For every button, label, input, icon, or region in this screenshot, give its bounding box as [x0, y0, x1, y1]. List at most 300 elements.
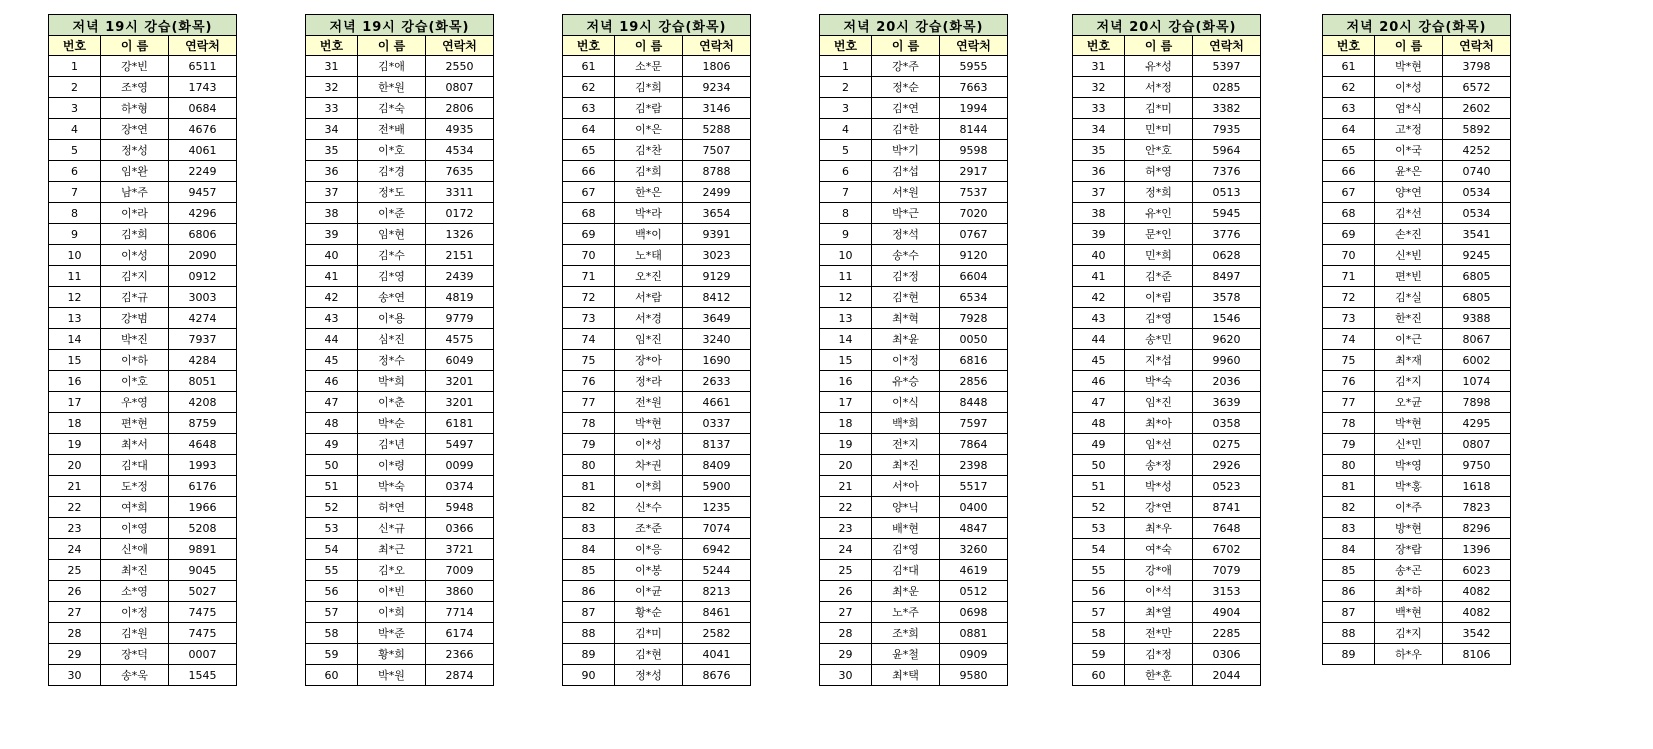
name-cell: 한*은 — [615, 182, 683, 203]
table-row — [563, 434, 751, 455]
contact-cell: 6049 — [426, 350, 494, 371]
table-row — [306, 392, 494, 413]
table-row — [1073, 161, 1261, 182]
table-row — [820, 203, 1008, 224]
number-cell: 48 — [306, 413, 358, 434]
name-cell: 김*연 — [872, 98, 940, 119]
name-cell: 김*수 — [358, 245, 426, 266]
contact-cell: 4274 — [169, 308, 237, 329]
number-cell: 75 — [1323, 350, 1375, 371]
name-cell: 김*대 — [101, 455, 169, 476]
contact-cell: 6181 — [426, 413, 494, 434]
number-cell: 43 — [1073, 308, 1125, 329]
number-cell: 25 — [49, 560, 101, 581]
number-cell: 15 — [820, 350, 872, 371]
name-cell: 양*닉 — [872, 497, 940, 518]
name-cell: 문*인 — [1125, 224, 1193, 245]
contact-cell: 2602 — [1443, 98, 1511, 119]
table-row — [306, 119, 494, 140]
name-cell: 이*춘 — [358, 392, 426, 413]
contact-cell: 0007 — [169, 644, 237, 665]
contact-cell: 7020 — [940, 203, 1008, 224]
table-row — [49, 413, 237, 434]
number-cell: 51 — [1073, 476, 1125, 497]
number-cell: 3 — [49, 98, 101, 119]
name-cell: 김*준 — [1125, 266, 1193, 287]
contact-cell: 6806 — [169, 224, 237, 245]
name-cell: 오*균 — [1375, 392, 1443, 413]
table-row — [820, 392, 1008, 413]
contact-cell: 1545 — [169, 665, 237, 686]
number-cell: 84 — [1323, 539, 1375, 560]
name-cell: 남*주 — [101, 182, 169, 203]
contact-cell: 6572 — [1443, 77, 1511, 98]
table-row — [1073, 140, 1261, 161]
table-row — [49, 77, 237, 98]
contact-cell: 4935 — [426, 119, 494, 140]
table-row — [563, 245, 751, 266]
table-row — [49, 623, 237, 644]
table-row — [306, 245, 494, 266]
name-cell: 편*현 — [101, 413, 169, 434]
table-row — [1323, 476, 1511, 497]
roster-table — [1072, 14, 1261, 686]
number-cell: 11 — [820, 266, 872, 287]
name-cell: 강*연 — [1125, 497, 1193, 518]
number-cell: 30 — [820, 665, 872, 686]
table-row — [1323, 329, 1511, 350]
number-cell: 57 — [306, 602, 358, 623]
name-cell: 차*권 — [615, 455, 683, 476]
contact-cell: 2090 — [169, 245, 237, 266]
name-cell: 한*훈 — [1125, 665, 1193, 686]
name-cell: 김*정 — [872, 266, 940, 287]
name-cell: 배*현 — [872, 518, 940, 539]
contact-cell: 4252 — [1443, 140, 1511, 161]
name-cell: 유*인 — [1125, 203, 1193, 224]
number-cell: 8 — [820, 203, 872, 224]
name-cell: 임*진 — [615, 329, 683, 350]
number-cell: 52 — [1073, 497, 1125, 518]
name-cell: 김*섭 — [872, 161, 940, 182]
name-cell: 정*수 — [358, 350, 426, 371]
contact-cell: 8448 — [940, 392, 1008, 413]
contact-cell: 6942 — [683, 539, 751, 560]
name-cell: 송*정 — [1125, 455, 1193, 476]
contact-cell: 9234 — [683, 77, 751, 98]
name-cell: 서*정 — [1125, 77, 1193, 98]
contact-cell: 5027 — [169, 581, 237, 602]
table-row — [49, 98, 237, 119]
number-cell: 39 — [306, 224, 358, 245]
number-cell: 45 — [1073, 350, 1125, 371]
contact-cell: 3201 — [426, 392, 494, 413]
name-cell: 서*아 — [872, 476, 940, 497]
name-cell: 송*곤 — [1375, 560, 1443, 581]
contact-cell: 8788 — [683, 161, 751, 182]
contact-cell: 3541 — [1443, 224, 1511, 245]
number-cell: 83 — [1323, 518, 1375, 539]
contact-cell: 1326 — [426, 224, 494, 245]
number-cell: 77 — [1323, 392, 1375, 413]
table-row — [49, 497, 237, 518]
contact-cell: 9598 — [940, 140, 1008, 161]
table-row — [49, 644, 237, 665]
number-cell: 38 — [306, 203, 358, 224]
contact-cell: 5900 — [683, 476, 751, 497]
contact-cell: 4296 — [169, 203, 237, 224]
name-cell: 방*현 — [1375, 518, 1443, 539]
number-cell: 30 — [49, 665, 101, 686]
table-row — [820, 371, 1008, 392]
name-cell: 전*지 — [872, 434, 940, 455]
table-row — [563, 455, 751, 476]
contact-cell: 5892 — [1443, 119, 1511, 140]
contact-cell: 2499 — [683, 182, 751, 203]
contact-cell: 3860 — [426, 581, 494, 602]
number-cell: 67 — [563, 182, 615, 203]
table-row — [1323, 77, 1511, 98]
contact-cell: 9620 — [1193, 329, 1261, 350]
table-row — [820, 350, 1008, 371]
number-cell: 58 — [306, 623, 358, 644]
contact-cell: 1396 — [1443, 539, 1511, 560]
number-cell: 34 — [306, 119, 358, 140]
contact-cell: 1994 — [940, 98, 1008, 119]
table-row — [820, 266, 1008, 287]
number-cell: 53 — [306, 518, 358, 539]
table-row — [306, 203, 494, 224]
number-cell: 73 — [563, 308, 615, 329]
name-cell: 서*경 — [615, 308, 683, 329]
number-cell: 20 — [49, 455, 101, 476]
table-row — [49, 350, 237, 371]
table-row — [1073, 308, 1261, 329]
name-cell: 박*숙 — [1125, 371, 1193, 392]
number-cell: 60 — [306, 665, 358, 686]
name-cell: 김*지 — [101, 266, 169, 287]
name-cell: 이*라 — [101, 203, 169, 224]
column-header-name: 이 름 — [1125, 36, 1193, 56]
contact-cell: 0807 — [1443, 434, 1511, 455]
name-cell: 정*도 — [358, 182, 426, 203]
name-cell: 최*열 — [1125, 602, 1193, 623]
contact-cell: 7074 — [683, 518, 751, 539]
table-row — [49, 455, 237, 476]
contact-cell: 3311 — [426, 182, 494, 203]
contact-cell: 9388 — [1443, 308, 1511, 329]
contact-cell: 7597 — [940, 413, 1008, 434]
contact-cell: 0740 — [1443, 161, 1511, 182]
table-row — [49, 539, 237, 560]
table-row — [306, 329, 494, 350]
name-cell: 김*현 — [615, 644, 683, 665]
contact-cell: 7475 — [169, 623, 237, 644]
number-cell: 70 — [1323, 245, 1375, 266]
number-cell: 18 — [820, 413, 872, 434]
contact-cell: 6174 — [426, 623, 494, 644]
number-cell: 25 — [820, 560, 872, 581]
column-header-contact: 연락처 — [940, 36, 1008, 56]
table-row — [306, 308, 494, 329]
number-cell: 13 — [820, 308, 872, 329]
number-cell: 50 — [306, 455, 358, 476]
contact-cell: 4819 — [426, 287, 494, 308]
number-cell: 19 — [820, 434, 872, 455]
contact-cell: 8137 — [683, 434, 751, 455]
table-row — [306, 518, 494, 539]
contact-cell: 7079 — [1193, 560, 1261, 581]
name-cell: 이*정 — [872, 350, 940, 371]
contact-cell: 9045 — [169, 560, 237, 581]
contact-cell: 6816 — [940, 350, 1008, 371]
number-cell: 52 — [306, 497, 358, 518]
table-row — [1073, 518, 1261, 539]
table-row — [49, 203, 237, 224]
table-row — [306, 77, 494, 98]
name-cell: 편*빈 — [1375, 266, 1443, 287]
name-cell: 이*성 — [1375, 77, 1443, 98]
name-cell: 김*희 — [615, 161, 683, 182]
contact-cell: 3153 — [1193, 581, 1261, 602]
number-cell: 40 — [1073, 245, 1125, 266]
number-cell: 54 — [306, 539, 358, 560]
number-cell: 44 — [1073, 329, 1125, 350]
contact-cell: 9120 — [940, 245, 1008, 266]
name-cell: 김*경 — [358, 161, 426, 182]
name-cell: 강*빈 — [101, 56, 169, 77]
roster-table — [305, 14, 494, 686]
contact-cell: 7635 — [426, 161, 494, 182]
number-cell: 20 — [820, 455, 872, 476]
number-cell: 76 — [1323, 371, 1375, 392]
number-cell: 39 — [1073, 224, 1125, 245]
table-row — [1323, 413, 1511, 434]
number-cell: 9 — [49, 224, 101, 245]
number-cell: 28 — [820, 623, 872, 644]
name-cell: 이*영 — [101, 518, 169, 539]
contact-cell: 2044 — [1193, 665, 1261, 686]
number-cell: 67 — [1323, 182, 1375, 203]
number-cell: 47 — [306, 392, 358, 413]
contact-cell: 7898 — [1443, 392, 1511, 413]
name-cell: 김*오 — [358, 560, 426, 581]
contact-cell: 6604 — [940, 266, 1008, 287]
contact-cell: 5948 — [426, 497, 494, 518]
contact-cell: 2036 — [1193, 371, 1261, 392]
name-cell: 노*주 — [872, 602, 940, 623]
name-cell: 장*연 — [101, 119, 169, 140]
contact-cell: 7937 — [169, 329, 237, 350]
name-cell: 임*현 — [358, 224, 426, 245]
name-cell: 유*승 — [872, 371, 940, 392]
number-cell: 65 — [1323, 140, 1375, 161]
name-cell: 고*정 — [1375, 119, 1443, 140]
number-cell: 70 — [563, 245, 615, 266]
contact-cell: 9391 — [683, 224, 751, 245]
table-row — [820, 329, 1008, 350]
column-header-number: 번호 — [1073, 36, 1125, 56]
table-row — [1073, 245, 1261, 266]
name-cell: 이*호 — [101, 371, 169, 392]
name-cell: 여*희 — [101, 497, 169, 518]
contact-cell: 5244 — [683, 560, 751, 581]
table-row — [820, 224, 1008, 245]
table-row — [1073, 371, 1261, 392]
table-row — [563, 581, 751, 602]
contact-cell: 7475 — [169, 602, 237, 623]
contact-cell: 0909 — [940, 644, 1008, 665]
table-row — [306, 140, 494, 161]
table-row — [1323, 602, 1511, 623]
contact-cell: 8296 — [1443, 518, 1511, 539]
name-cell: 김*현 — [872, 287, 940, 308]
contact-cell: 4061 — [169, 140, 237, 161]
contact-cell: 2249 — [169, 161, 237, 182]
contact-cell: 8213 — [683, 581, 751, 602]
name-cell: 이*국 — [1375, 140, 1443, 161]
contact-cell: 5497 — [426, 434, 494, 455]
name-cell: 정*희 — [1125, 182, 1193, 203]
table-row — [563, 350, 751, 371]
contact-cell: 9580 — [940, 665, 1008, 686]
table-row — [1073, 392, 1261, 413]
contact-cell: 5517 — [940, 476, 1008, 497]
table-row — [1073, 497, 1261, 518]
name-cell: 엄*식 — [1375, 98, 1443, 119]
number-cell: 36 — [1073, 161, 1125, 182]
name-cell: 최*서 — [101, 434, 169, 455]
name-cell: 임*선 — [1125, 434, 1193, 455]
name-cell: 지*섭 — [1125, 350, 1193, 371]
number-cell: 45 — [306, 350, 358, 371]
table-row — [820, 98, 1008, 119]
table-row — [49, 329, 237, 350]
number-cell: 60 — [1073, 665, 1125, 686]
table-row — [1073, 203, 1261, 224]
number-cell: 23 — [820, 518, 872, 539]
name-cell: 송*연 — [358, 287, 426, 308]
name-cell: 심*진 — [358, 329, 426, 350]
table-row — [306, 644, 494, 665]
table-row — [820, 644, 1008, 665]
name-cell: 최*택 — [872, 665, 940, 686]
contact-cell: 2398 — [940, 455, 1008, 476]
number-cell: 40 — [306, 245, 358, 266]
name-cell: 이*림 — [1125, 287, 1193, 308]
name-cell: 김*한 — [872, 119, 940, 140]
contact-cell: 2550 — [426, 56, 494, 77]
number-cell: 88 — [563, 623, 615, 644]
contact-cell: 6023 — [1443, 560, 1511, 581]
contact-cell: 3003 — [169, 287, 237, 308]
number-cell: 75 — [563, 350, 615, 371]
contact-cell: 2366 — [426, 644, 494, 665]
number-cell: 51 — [306, 476, 358, 497]
name-cell: 송*민 — [1125, 329, 1193, 350]
table-row — [563, 119, 751, 140]
number-cell: 2 — [820, 77, 872, 98]
table-row — [563, 182, 751, 203]
number-cell: 22 — [820, 497, 872, 518]
table-row — [563, 98, 751, 119]
name-cell: 장*아 — [615, 350, 683, 371]
name-cell: 정*라 — [615, 371, 683, 392]
table-row — [306, 98, 494, 119]
name-cell: 백*희 — [872, 413, 940, 434]
name-cell: 손*진 — [1375, 224, 1443, 245]
name-cell: 도*정 — [101, 476, 169, 497]
name-cell: 임*진 — [1125, 392, 1193, 413]
number-cell: 56 — [306, 581, 358, 602]
table-row — [306, 455, 494, 476]
table-row — [563, 623, 751, 644]
number-cell: 65 — [563, 140, 615, 161]
table-row — [1073, 119, 1261, 140]
name-cell: 이*하 — [101, 350, 169, 371]
table-title: 저녁 19시 강습(화목) — [49, 15, 237, 36]
table-row — [49, 224, 237, 245]
table-row — [1323, 581, 1511, 602]
name-cell: 조*희 — [872, 623, 940, 644]
contact-cell: 1690 — [683, 350, 751, 371]
column-header-number: 번호 — [820, 36, 872, 56]
table-row — [563, 161, 751, 182]
number-cell: 89 — [1323, 644, 1375, 665]
contact-cell: 5288 — [683, 119, 751, 140]
table-row — [1323, 161, 1511, 182]
number-cell: 6 — [820, 161, 872, 182]
number-cell: 5 — [820, 140, 872, 161]
table-row — [1073, 182, 1261, 203]
number-cell: 79 — [563, 434, 615, 455]
column-header-name: 이 름 — [615, 36, 683, 56]
table-row — [306, 182, 494, 203]
number-cell: 64 — [563, 119, 615, 140]
table-row — [1323, 245, 1511, 266]
number-cell: 88 — [1323, 623, 1375, 644]
number-cell: 32 — [306, 77, 358, 98]
table-row — [820, 119, 1008, 140]
table-row — [1323, 392, 1511, 413]
table-row — [563, 476, 751, 497]
column-header-number: 번호 — [306, 36, 358, 56]
number-cell: 83 — [563, 518, 615, 539]
name-cell: 김*선 — [1375, 203, 1443, 224]
contact-cell: 0285 — [1193, 77, 1261, 98]
table-row — [1073, 77, 1261, 98]
table-row — [306, 434, 494, 455]
number-cell: 71 — [1323, 266, 1375, 287]
contact-cell: 0172 — [426, 203, 494, 224]
contact-cell: 3639 — [1193, 392, 1261, 413]
number-cell: 22 — [49, 497, 101, 518]
table-row — [306, 413, 494, 434]
column-header-number: 번호 — [563, 36, 615, 56]
contact-cell: 0881 — [940, 623, 1008, 644]
contact-cell: 0512 — [940, 581, 1008, 602]
number-cell: 16 — [820, 371, 872, 392]
roster-table — [819, 14, 1008, 686]
name-cell: 박*숙 — [358, 476, 426, 497]
table-row — [563, 560, 751, 581]
name-cell: 조*준 — [615, 518, 683, 539]
name-cell: 박*현 — [1375, 56, 1443, 77]
table-row — [49, 140, 237, 161]
table-row — [306, 161, 494, 182]
contact-cell: 8051 — [169, 371, 237, 392]
table-row — [820, 308, 1008, 329]
